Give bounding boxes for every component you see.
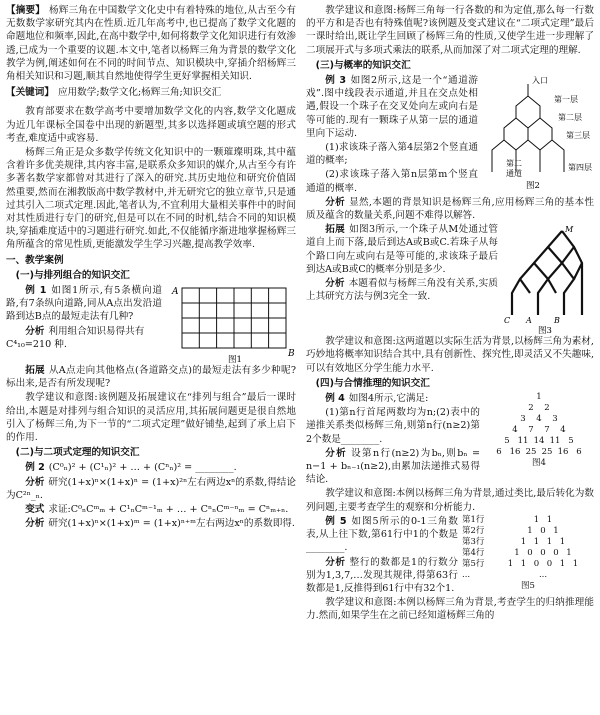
- figure-4-triangle: [484, 392, 594, 469]
- fig4-cell: 2: [528, 403, 534, 414]
- extension-1-text: 从A点走向其他格点(各道路交点)的最短走法有多少种呢?标出来,是否有所发现呢?: [6, 365, 296, 390]
- example-2-label: 例 2: [25, 462, 45, 474]
- example-5-label: 例 5: [325, 515, 347, 527]
- suggestion-2: 教学建议和意图:杨辉三角每一行各数的和为定值,那么每一行数的平方和是否也有特殊值呢?该例题及变式建议在“二项式定理”最后一课时给出,既让学生回顾了杨辉三角的性质,又使学生进一步理解了二项展开式与多项式乘法的联系,从而加深了对二项式定理的理解.: [306, 5, 594, 56]
- keywords: [6, 86, 296, 99]
- figure-5-binary-triangle: [462, 515, 594, 592]
- fig4-cell: 3: [520, 414, 526, 425]
- fig5-cell: 0: [533, 558, 540, 569]
- extension-1: [6, 364, 296, 390]
- fig5-cell: 0: [540, 525, 546, 536]
- abstract-label: 【摘要】: [6, 5, 46, 16]
- analysis-3b-label: 分析: [325, 278, 345, 290]
- fig4-cell: 16: [509, 447, 521, 458]
- analysis-2-label: 分析: [25, 476, 45, 488]
- analysis-2-text: 研究(1+x)ⁿ×(1+x)ⁿ = (1+x)²ⁿ左右两边xⁿ的系数,得结论为C²ⁿ_ₙ.: [6, 476, 297, 501]
- example-4-block: [306, 392, 594, 486]
- fig2-layer3: 第三层: [566, 131, 590, 141]
- fig5-cell: 1: [546, 514, 553, 525]
- fig4-cell: 7: [528, 425, 534, 436]
- fig4-cell: 11: [549, 436, 561, 447]
- fig4-cell: 4: [512, 425, 518, 436]
- fig4-row: [484, 403, 594, 414]
- fig4-row: [484, 392, 594, 403]
- fig4-cell: 11: [517, 436, 529, 447]
- fig4-row: [484, 447, 594, 458]
- section-heading-1: 一、教学案例: [6, 254, 64, 266]
- keywords-label: 【关键词】: [6, 87, 54, 99]
- fig5-row: [462, 526, 594, 537]
- fig5-row-label: 第1行: [462, 514, 485, 525]
- intro-paragraph-1: 教育部要求在数学高考中要增加数学文化的内容,数学文化题成为近几年课标全国卷中出现的新题型,其多以选择题或填空题的形式考查,难度适中或容易.: [6, 106, 296, 144]
- fig5-cell: 0: [553, 547, 559, 558]
- fig5-row: [462, 570, 594, 581]
- analysis-2: [6, 476, 296, 502]
- fig4-cell: 1: [536, 392, 542, 403]
- fig4-cell: 4: [536, 414, 542, 425]
- figure-3-pipes: [502, 223, 594, 335]
- fig5-row: [462, 548, 594, 559]
- fig2-layer1: 第一层: [554, 95, 578, 105]
- fig5-cell: 1: [527, 525, 533, 536]
- extension-3-block: [306, 223, 594, 336]
- analysis-3-text: 显然,本题的背景知识是杨辉三角,应用杨辉三角的基本性质及蕴含的数量关系,问题不难得以解答.: [306, 196, 594, 222]
- subsection-heading-3: (三)与概率的知识交汇: [315, 59, 411, 71]
- fig3-label-M: M: [565, 225, 574, 235]
- fig5-cell: 1: [572, 558, 579, 569]
- fig4-cell: 6: [576, 447, 582, 458]
- analysis-2b-label: 分析: [25, 518, 45, 530]
- analysis-3-label: 分析: [325, 196, 346, 208]
- analysis-5-label: 分析: [325, 556, 346, 568]
- analysis-1-label: 分析: [25, 325, 45, 337]
- fig5-row-label: 第5行: [462, 558, 485, 569]
- keywords-text: 应用数学;数学文化;杨辉三角;知识交汇: [57, 87, 222, 99]
- fig4-cell: 25: [525, 447, 537, 458]
- left-column: [6, 4, 296, 532]
- analysis-2b-text: 研究(1+x)ⁿ×(1+x)ᵐ = (1+x)ⁿ⁺ᵐ左右两边xⁿ的系数即得.: [48, 518, 295, 530]
- fig4-cell: 14: [533, 436, 545, 447]
- example-3-block: [306, 74, 594, 195]
- fig5-row-values: [492, 559, 594, 570]
- fig5-cell: 0: [540, 547, 546, 558]
- fig4-cell: 2: [544, 403, 550, 414]
- fig5-cell: 1: [520, 558, 527, 569]
- fig4-cell: 7: [544, 425, 550, 436]
- fig5-cell: ...: [538, 569, 548, 580]
- fig1-label-B: B: [288, 349, 295, 360]
- analysis-4-text: 设第n行(n≥2)为bₙ,则bₙ = n−1 + bₙ₋₁(n≥2),由累加法递推式易得结论.: [306, 447, 480, 486]
- fig2-entry-label: 入口: [532, 76, 548, 86]
- fig4-row: [484, 436, 594, 447]
- extension-3-label: 拓展: [325, 224, 346, 236]
- example-2: [6, 461, 296, 474]
- example-5-block: [306, 515, 594, 595]
- suggestion-3: 教学建议和意图:这两道题以实际生活为背景,以杨辉三角为素材,巧妙地将概率知识结合其中,具有创新性、探究性,即灵活又不失趣味,可以有效地区分学生能力水平.: [306, 336, 594, 374]
- example-1-block: [6, 284, 296, 365]
- fig4-cell: 25: [541, 447, 553, 458]
- suggestion-1: 教学建议和意图:该例题及拓展建议在“排列与组合”最后一课时给出,本题是对排列与组合知识的灵活应用,其拓展问题更是很自然地引入了杨辉三角,为下一节的“二项式定理”做好铺垫,起到了承上启下的作用.: [6, 392, 296, 444]
- fig5-cell: 1: [553, 525, 559, 536]
- fig5-cell: 1: [507, 558, 514, 569]
- fig3-label-A: A: [526, 316, 532, 326]
- fig4-cell: 16: [557, 447, 569, 458]
- figure-3-caption: 图3: [538, 326, 552, 336]
- example-3-text: 如图2所示,这是一个“通道游戏”.图中线段表示通道,并且在交点处相遇,假设一个珠子在交叉处向左或向右是等可能的.现有一颗珠子从第一层的通道里向下运动.: [306, 75, 478, 139]
- fig1-label-A: A: [172, 287, 179, 298]
- fig4-cell: 5: [504, 436, 510, 447]
- fig5-cell: 1: [514, 547, 520, 558]
- figure-2-channel-game: [482, 74, 594, 192]
- subsection-heading-2: (二)与二项式定理的知识交汇: [15, 447, 140, 459]
- suggestion-4: 教学建议和意图:本例以杨辉三角为背景,通过类比,最后转化为数列问题,主要考查学生的观察和分析能力.: [306, 488, 594, 513]
- example-3-label: 例 3: [325, 75, 346, 87]
- analysis-2b: [6, 517, 296, 530]
- fig5-cell: 1: [546, 536, 553, 547]
- fig5-row-values: [492, 515, 594, 526]
- fig5-row-label: 第2行: [462, 525, 485, 536]
- fig4-cell: 6: [496, 447, 502, 458]
- figure-4-caption: 图4: [532, 458, 546, 469]
- fig4-row: [484, 425, 594, 436]
- intro-paragraph-2: 杨辉三角正是众多数学传统文化知识中的一颗璀璨明珠,其中蕴含着许多优美规律,其内容丰富,是联系众多知识的媒介,从古至今有许多著名数学家都曾对其进行了深入的研究.其历史地位和研究价值固然重要,然而在湘教版高中数学教材中,并无研究它的独立章节,只是通过其引入二项式定理.因此,笔者认为,不宜利用大量相关事件中的时间对其性质进行专门的研究,但是可以在不同的时机,结合不同的知识模块,穿插难度适中的习题进行研究.如此,不仅能循序渐进地掌握杨辉三角所蕴含的常见性质,更能激发学生学习兴趣,提高教学效率.: [6, 147, 296, 251]
- example-3-q2: (2)求该珠子落入第n层第m个竖直通道的概率.: [306, 169, 478, 194]
- fig5-row-values: [492, 570, 594, 581]
- subsection-heading-1: (一)与排列组合的知识交汇: [15, 269, 130, 281]
- example-1-text: 如图1所示,有5条横向道路,有7条纵向道路,同从A点出发沿道路到达B点的最短走法有几种?: [6, 285, 162, 323]
- abstract-text: 杨辉三角在中国数学文化史中有着特殊的地位,从古至今有无数数学家研究其内在性质.近几年高考中,也已提高了数学文化题的命题地位和频率,因此,在高中数学中,如何将数学文化知识进行有效渗透,已成为一个重要的议题.本文中,笔者以杨辉三角为背景的数学文化教学为例,阐述如何在不同的时间节点、知识模块中,穿插介绍杨辉三角相关知识和习题,顺其自然地使得学生更好掌握相关知识.: [6, 5, 296, 83]
- figure-5-caption: 图5: [521, 580, 535, 591]
- analysis-1-text: 利用组合知识易得共有: [48, 325, 145, 337]
- example-4-label: 例 4: [325, 393, 345, 405]
- fig2-channel: 通道: [506, 169, 522, 179]
- fig5-row-label: 第3行: [462, 536, 485, 547]
- fig3-label-C: C: [504, 316, 511, 326]
- analysis-4-label: 分析: [325, 447, 348, 459]
- fig4-cell: 3: [552, 414, 558, 425]
- analysis-3: [306, 196, 594, 222]
- variant-2-label: 变式: [25, 504, 45, 516]
- fig4-row: [484, 414, 594, 425]
- fig5-cell: 1: [533, 536, 540, 547]
- example-4-text: 如图4所示,它满足:: [348, 393, 429, 405]
- figure-1-grid: [168, 284, 296, 364]
- fig5-cell: 1: [559, 536, 566, 547]
- fig2-layer4: 第四层: [568, 163, 592, 173]
- abstract: [6, 4, 296, 83]
- fig4-cell: 4: [560, 425, 566, 436]
- example-1-label: 例 1: [25, 285, 47, 297]
- fig5-row-label: 第4行: [462, 547, 485, 558]
- fig5-cell: 1: [559, 558, 566, 569]
- example-3-q1: (1)求该珠子落入第4层第2个竖直通道的概率;: [306, 142, 478, 167]
- figure-2-caption: 图2: [526, 181, 540, 192]
- extension-1-label: 拓展: [25, 365, 45, 377]
- fig2-channel-num: 第二: [506, 159, 522, 169]
- right-column: [306, 4, 594, 624]
- fig5-cell: 1: [533, 514, 540, 525]
- fig5-cell: 0: [546, 558, 553, 569]
- fig4-cell: 5: [568, 436, 574, 447]
- subsection-heading-4: (四)与合情推理的知识交汇: [315, 377, 430, 389]
- extension-3-text: 如图3所示,一个珠子从M处通过管道自上而下落,最后到达A或B或C.若珠子从每个路口向左或向右是等可能的,求该珠子最后到达A或B或C的概率分别是多少.: [306, 224, 498, 275]
- fig2-layer2: 第二层: [558, 113, 582, 123]
- variant-2-text: 求证:C⁰ₙCᵐₘ + C¹ₙCᵐ⁻¹ₘ + … + CⁿₙCᵐ⁻ⁿₘ = Cⁿₘ₊ₙ.: [48, 504, 289, 516]
- fig5-row-label: ...: [462, 569, 471, 580]
- figure-1-caption: 图1: [228, 355, 242, 365]
- fig5-row: [462, 537, 594, 548]
- analysis-5-text: 整行的数都是1的行数分别为1,3,7,…发现其规律,得第63行数都是1,反推得到61行中有32个1.: [306, 556, 458, 594]
- example-4-q1: (1)第n行首尾两数均为n;(2)表中的递推关系类似杨辉三角,则第n行(n≥2)第2个数是________.: [306, 407, 480, 445]
- fig5-cell: 0: [527, 547, 533, 558]
- fig5-row-values: [492, 526, 594, 537]
- example-5-text: 如图5所示的0-1三角数表,从上往下数,第61行中1的个数是________.: [306, 515, 459, 554]
- fig5-row-values: [492, 537, 594, 548]
- fig5-cell: 1: [520, 536, 527, 547]
- example-2-text: (C⁰ₙ)² + (C¹ₙ)² + … + (Cⁿₙ)² = ________.: [48, 462, 237, 474]
- fig3-label-B: B: [554, 316, 560, 326]
- variant-2: [6, 503, 296, 516]
- analysis-3b-text: 本题看似与杨辉三角没有关系,实质上其研究方法与例3完全一致.: [306, 278, 498, 303]
- fig5-row-values: [492, 548, 594, 559]
- fig5-row: [462, 559, 594, 570]
- analysis-1-formula: C⁴₁₀=210 种.: [6, 338, 67, 350]
- fig5-cell: 1: [566, 547, 572, 558]
- suggestion-5: 教学建议和意图:本例以杨辉三角为背景,考查学生的归纳推理能力.然而,如果学生在之前已经知道杨辉三角的: [306, 597, 594, 622]
- fig5-row: [462, 515, 594, 526]
